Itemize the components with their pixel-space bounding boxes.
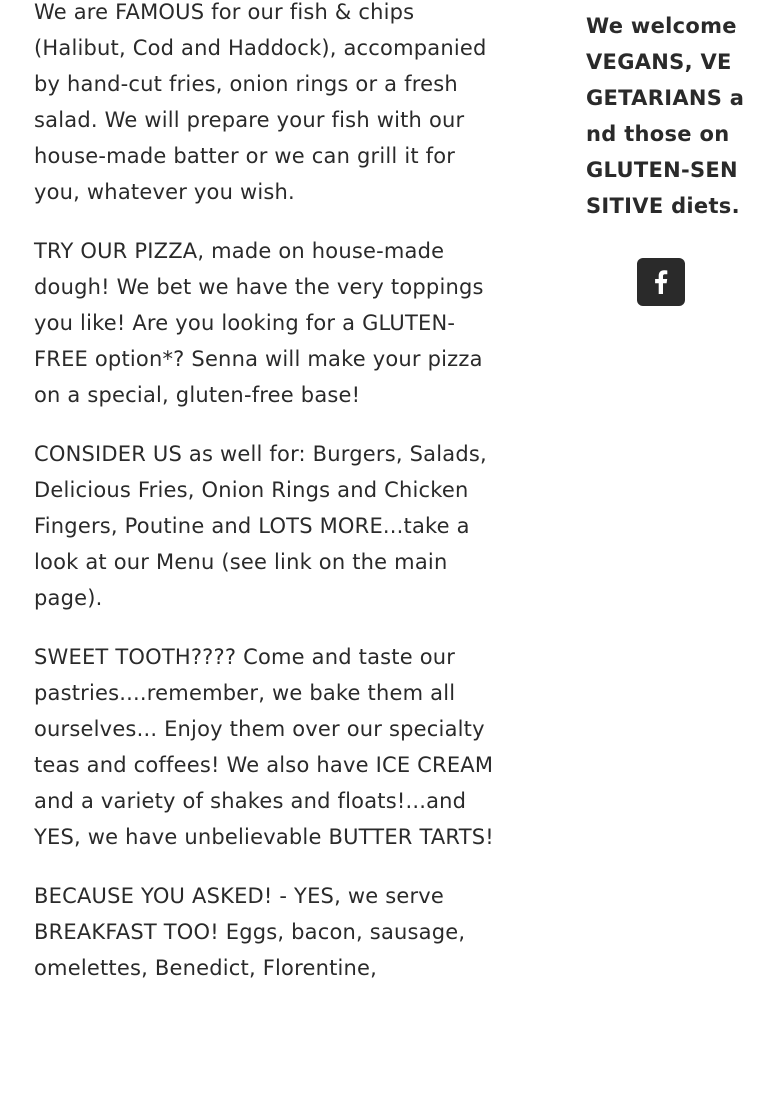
paragraph-sweet-tooth: SWEET TOOTH???? Come and taste our pastries....remember, we bake them all ourselves... Enjoy them over our specialty teas and coffees! We also have ICE CREAM and a variety of shakes and floats!...and YES, we have unbelievable BUTTER TARTS! [34, 645, 494, 849]
social-links [586, 258, 736, 306]
facebook-button[interactable] [637, 258, 685, 306]
paragraph-fish-and-chips: We are FAMOUS for our fish & chips (Halibut, Cod and Haddock), accompanied by hand-cut fries, onion rings or a fresh salad. We will prepare your fish with our house-made batter or we can grill it for you, whatever you wish. [34, 0, 487, 204]
facebook-icon [654, 270, 668, 294]
sidebar [586, 8, 746, 306]
paragraph-pizza: TRY OUR PIZZA, made on house-made dough! We bet we have the very toppings you like! Are you looking for a GLUTEN-FREE option*? Senna will make your pizza on a special, gluten-free base! [34, 239, 484, 407]
main-content [34, 0, 496, 1009]
paragraph-consider-us: CONSIDER US as well for: Burgers, Salads, Delicious Fries, Onion Rings and Chicken Fingers, Poutine and LOTS MORE...take a look at our Menu (see link on the main page). [34, 442, 487, 610]
welcome-text: We welcome VEGANS, VEGETARIANS and those on GLUTEN-SENSITIVE diets. [586, 14, 745, 218]
paragraph-breakfast: BECAUSE YOU ASKED! - YES, we serve BREAKFAST TOO! Eggs, bacon, sausage, omelettes, Benedict, Florentine, [34, 884, 466, 980]
